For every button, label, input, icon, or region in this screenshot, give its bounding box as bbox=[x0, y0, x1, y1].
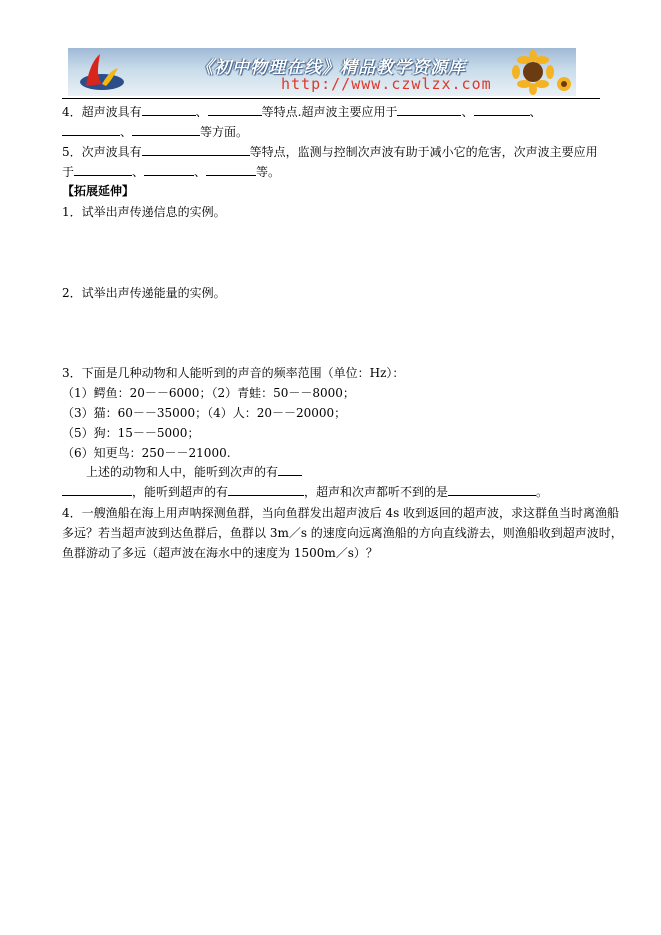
exercise-3-row4: （6）知更鸟：250－－21000. bbox=[62, 446, 231, 460]
banner-url: http://www.czwlzx.com bbox=[281, 75, 492, 93]
fill-text-a: 上述的动物和人中，能听到次声的有 bbox=[86, 465, 279, 479]
blank[interactable] bbox=[62, 484, 132, 496]
fill-text-b: ，能听到超声的有 bbox=[132, 485, 229, 499]
blank[interactable] bbox=[132, 124, 200, 136]
fill-text-c: ，超声和次声都听不到的是 bbox=[304, 485, 449, 499]
exercise-3-row2: （3）猫：60－－35000；（4）人：20－－20000； bbox=[62, 406, 347, 420]
q4-text-a: 4．超声波具有 bbox=[62, 105, 142, 119]
q4-text-end: 等方面。 bbox=[200, 125, 249, 139]
blank[interactable] bbox=[144, 164, 194, 176]
q5-line1 bbox=[62, 144, 598, 159]
header-banner bbox=[68, 48, 576, 96]
q5-line2 bbox=[62, 164, 280, 179]
separator: 、 bbox=[461, 105, 474, 119]
blank[interactable] bbox=[397, 104, 461, 116]
exercise-4-line2: 多远？若当超声波到达鱼群后，鱼群以 3m／s 的速度向远离渔船的方向直线游去，则渔船收到超声波时， bbox=[62, 526, 623, 540]
sunflower-icon bbox=[494, 50, 572, 96]
blank[interactable] bbox=[448, 484, 536, 496]
exercise-3-row1: （1）鳄鱼：20－－6000；（2）青蛙：50－－8000； bbox=[62, 386, 355, 400]
separator: 、 bbox=[120, 125, 133, 139]
q5-text-b: 等特点，监测与控制次声波有助于减小它的危害，次声波主要应用 bbox=[249, 145, 598, 159]
exercise-3-row3: （5）狗：15－－5000； bbox=[62, 426, 200, 440]
exercise-2: 2．试举出声传递能量的实例。 bbox=[62, 286, 226, 300]
exercise-1: 1．试举出声传递信息的实例。 bbox=[62, 205, 226, 219]
separator: 、 bbox=[195, 105, 208, 119]
blank[interactable] bbox=[74, 164, 132, 176]
section-title: 【拓展延伸】 bbox=[62, 184, 135, 198]
blank[interactable] bbox=[142, 144, 250, 156]
blank[interactable] bbox=[62, 124, 120, 136]
banner-title: 《初中物理在线》精品教学资源库 bbox=[196, 58, 466, 78]
separator: 、 bbox=[194, 165, 207, 179]
q5-text-c: 于 bbox=[62, 165, 75, 179]
blank[interactable] bbox=[206, 164, 256, 176]
blank[interactable] bbox=[474, 104, 530, 116]
exercise-3-fill-line2 bbox=[62, 484, 548, 499]
q5-text-end: 等。 bbox=[256, 165, 281, 179]
exercise-3-fill-line1 bbox=[86, 464, 302, 479]
fill-text-end: 。 bbox=[536, 485, 549, 499]
separator: 、 bbox=[529, 105, 542, 119]
separator: 、 bbox=[132, 165, 145, 179]
header-rule bbox=[62, 98, 600, 99]
q5-text-a: 5．次声波具有 bbox=[62, 145, 142, 159]
blank[interactable] bbox=[142, 104, 196, 116]
blank[interactable] bbox=[228, 484, 304, 496]
q4-line1 bbox=[62, 104, 542, 119]
q4-line2 bbox=[62, 124, 248, 139]
blank[interactable] bbox=[208, 104, 262, 116]
blank[interactable] bbox=[278, 464, 302, 476]
exercise-4-line1: 4．一艘渔船在海上用声呐探测鱼群，当向鱼群发出超声波后 4s 收到返回的超声波，求这群鱼当时离渔船 bbox=[62, 506, 620, 520]
exercise-4-line3: 鱼群游动了多远（超声波在海水中的速度为 1500m／s）？ bbox=[62, 546, 378, 560]
logo-icon bbox=[78, 52, 126, 92]
exercise-3-intro: 3．下面是几种动物和人能听到的声音的频率范围（单位：Hz）： bbox=[62, 366, 405, 380]
q4-text-b: 等特点.超声波主要应用于 bbox=[261, 105, 398, 119]
